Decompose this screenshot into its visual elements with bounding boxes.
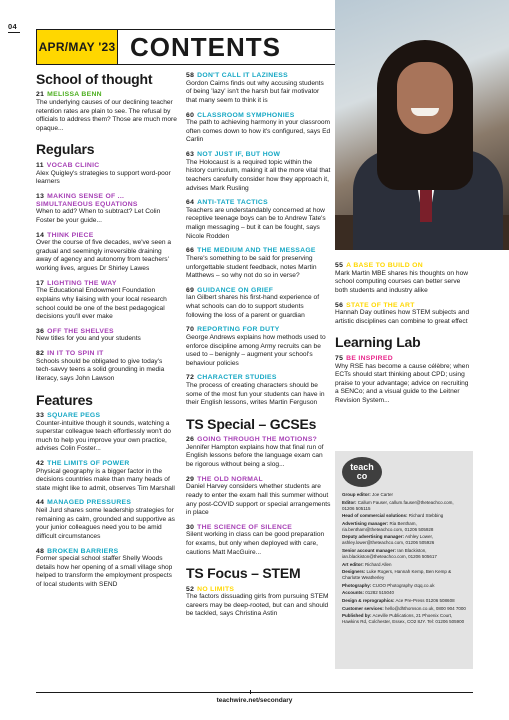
entry-page-number: 72 — [186, 374, 195, 382]
contents-entry[interactable] — [186, 476, 331, 518]
entry-page-number: 26 — [186, 436, 195, 444]
entry-page-number: 66 — [186, 247, 195, 255]
entry-page-number: 75 — [335, 354, 344, 362]
entry-description: Hannah Day outlines how STEM subjects and artistic disciplines can combine to great effect — [335, 309, 470, 325]
entry-heading — [335, 355, 473, 363]
credit-line — [342, 492, 466, 498]
entry-description: Daniel Harvey considers whether students are ready to enter the exam hall this summer without any post-COVID support or special arrangements in place — [186, 483, 331, 517]
entry-title: NO LIMITS — [197, 585, 235, 593]
entry-page-number: 70 — [186, 326, 195, 334]
section-title: Regulars — [36, 141, 95, 158]
entry-description: The underlying causes of our declining teacher retention rates are plain to see. The refusal by officials to address them? Those are much more opaque... — [36, 99, 177, 132]
contents-entry[interactable] — [186, 72, 331, 106]
contents-entry[interactable] — [335, 262, 473, 296]
entry-page-number: 13 — [36, 192, 45, 200]
entry-description: The process of creating characters should be some of the most fun your students can have in their English lessons, writes Martin Ferguson — [186, 382, 325, 407]
entry-description: Gordon Cairns finds out why accusing students of being 'lazy' isn't the harsh but fair motivator that many seem to think it is — [186, 79, 324, 104]
entry-title: A BASE TO BUILD ON — [346, 262, 423, 269]
column-middle — [186, 72, 331, 625]
contents-entry[interactable] — [186, 586, 331, 620]
entry-heading — [186, 326, 331, 334]
entry-description: Physical geography is a bigger factor in the decisions countries make than many heads of state might like to admit, observes Tim Marshall — [36, 467, 175, 492]
entry-title: THE MEDIUM AND THE MESSAGE — [197, 247, 316, 255]
section-title: TS Special – GCSEs — [186, 415, 317, 432]
contents-entry[interactable] — [186, 199, 331, 241]
section-title: Learning Lab — [335, 334, 421, 351]
entry-title: GUIDANCE ON GRIEF — [197, 286, 274, 294]
credit-line — [342, 548, 466, 560]
entry-heading — [186, 524, 331, 532]
credit-line — [342, 500, 466, 512]
entry-description: Alex Quigley's strategies to support word-poor learners — [36, 169, 171, 186]
entry-page-number: 17 — [36, 279, 45, 287]
credit-role: Design & reprographics: — [342, 597, 395, 603]
entry-description: Teachers are understandably concerned at how receptive teenage boys can be to Andrew Tate's malign messaging – but it can be fought, says Nicole Rodden — [186, 206, 326, 240]
contents-entry[interactable] — [36, 193, 178, 226]
entry-description: The factors dissuading girls from pursuing STEM careers may be deep-rooted, but can and should be tackled, says Christina Astin — [186, 593, 329, 618]
entry-heading — [186, 476, 331, 484]
entry-heading — [36, 460, 178, 468]
entry-description: George Andrews explains how methods used to enforce discipline among Army recruits can be used to – benignly – augment your school's behaviour policies — [186, 333, 326, 367]
contents-header — [36, 29, 336, 65]
entry-heading — [36, 162, 178, 170]
contents-entry[interactable] — [36, 350, 178, 384]
entry-page-number: 29 — [186, 475, 195, 483]
entry-title: SQUARE PEGS — [47, 411, 101, 419]
credit-value: Callum Fauser, callum.fauser@theteachco.com, 01206 505115 — [342, 499, 454, 511]
contents-entry[interactable] — [36, 280, 178, 322]
contents-entry[interactable] — [36, 548, 178, 590]
credit-value: 01282 515040 — [365, 590, 395, 596]
entry-heading — [186, 151, 331, 159]
entry-title: STATE OF THE ART — [346, 301, 415, 309]
contents-entry[interactable] — [335, 355, 473, 406]
entry-heading — [335, 262, 473, 270]
section-title: Features — [36, 391, 93, 408]
logo-text-bottom: co — [356, 471, 368, 481]
credit-role: Designers: — [342, 569, 366, 575]
entry-title: VOCAB CLINIC — [46, 161, 100, 169]
contents-entry[interactable] — [186, 524, 331, 558]
section-title: School of thought — [36, 71, 153, 87]
entry-page-number: 21 — [36, 91, 45, 99]
entry-page-number: 55 — [335, 262, 344, 269]
entry-heading — [36, 412, 178, 420]
credit-line — [342, 513, 466, 519]
entry-heading — [186, 374, 331, 382]
entry-page-number: 58 — [186, 72, 195, 79]
entry-title: REPORTING FOR DUTY — [197, 326, 280, 334]
entry-page-number: 11 — [36, 161, 44, 169]
entry-description: When to add? When to subtract? Let Colin Foster be your guide... — [36, 208, 161, 224]
credit-line — [342, 569, 466, 581]
credit-role: Art editor: — [342, 561, 364, 567]
entry-description: The path to achieving harmony in your classroom often comes down to how it's configured, says Ed Carlin — [186, 119, 331, 144]
credit-line — [342, 613, 466, 625]
entry-title: IN IT TO SPIN IT — [47, 350, 104, 358]
entry-title: MANAGED PRESSURES — [47, 499, 132, 507]
entry-page-number: 30 — [186, 523, 195, 531]
entry-page-number: 82 — [36, 350, 45, 358]
entry-heading — [186, 112, 331, 120]
contents-entry[interactable] — [186, 247, 331, 281]
entry-heading — [36, 350, 178, 358]
entry-title: THE OLD NORMAL — [197, 475, 263, 483]
entry-heading — [36, 232, 178, 240]
entry-heading — [335, 302, 473, 310]
credit-value: Joe Carter — [372, 492, 394, 497]
credit-role: Customer services: — [342, 605, 384, 611]
credit-value: hello@dhthomson.co.uk, 0800 904 7000 — [385, 605, 466, 611]
contents-entry[interactable] — [36, 499, 178, 541]
column-right — [335, 262, 473, 411]
entry-title: OFF THE SHELVES — [47, 327, 114, 335]
entry-page-number: 63 — [186, 151, 195, 158]
credit-role: Deputy advertising manager: — [342, 534, 405, 540]
entry-page-number: 33 — [36, 411, 45, 419]
entry-title: THE SCIENCE OF SILENCE — [197, 523, 293, 531]
entry-heading — [186, 586, 331, 594]
entry-page-number: 56 — [335, 301, 344, 309]
entry-page-number: 60 — [186, 111, 195, 119]
credit-line — [342, 521, 466, 533]
entry-title: NOT JUST IF, BUT HOW — [197, 151, 281, 158]
entry-title: BROKEN BARRIERS — [47, 547, 119, 555]
entry-title: GOING THROUGH THE MOTIONS? — [197, 436, 318, 444]
cover-photo — [335, 0, 509, 250]
entry-title: THE LIMITS OF POWER — [47, 459, 130, 467]
entry-description: New titles for you and your students — [36, 335, 141, 343]
logo-text-top: teach — [350, 462, 374, 472]
credits-list — [342, 492, 466, 625]
entry-page-number: 42 — [36, 459, 45, 467]
credit-role: Photography: — [342, 582, 372, 588]
credit-value: Richard Stebbing — [408, 513, 444, 519]
entry-title: BE INSPIRED — [346, 354, 393, 362]
credit-value: CUOO Photography ctqq.co.uk — [372, 582, 435, 588]
credit-line — [342, 598, 466, 604]
credit-value: Ace Pre-Press 01206 508608 — [395, 597, 455, 603]
entry-title: DON'T CALL IT LAZINESS — [197, 72, 288, 79]
contents-entry[interactable] — [186, 374, 331, 408]
entry-description: Over the course of five decades, we've seen a gradual and seemingly irreversible draining away of agency and autonomy from teachers' working lives, argues Dr Shirley Lawes — [36, 239, 172, 273]
entry-title: CHARACTER STUDIES — [197, 374, 277, 382]
credit-line — [342, 583, 466, 589]
entry-heading — [36, 548, 178, 556]
entry-page-number: 44 — [36, 499, 45, 507]
credit-role: Published by: — [342, 613, 372, 619]
contents-entry[interactable] — [186, 326, 331, 368]
credit-value: Richard Allen — [365, 561, 392, 567]
teachco-logo — [342, 457, 382, 487]
entry-description: There's something to be said for preserving unforgettable student feedback, notes Martin Matthews – so why not do so in verse? — [186, 254, 317, 280]
entry-heading — [186, 72, 331, 80]
entry-heading — [36, 280, 178, 288]
credit-line — [342, 562, 466, 568]
entry-page-number: 52 — [186, 585, 195, 593]
section-title: TS Focus – STEM — [186, 565, 301, 582]
entry-heading — [36, 91, 178, 99]
credit-line — [342, 606, 466, 612]
entry-page-number: 69 — [186, 286, 195, 294]
contents-entry[interactable] — [36, 412, 178, 454]
entry-description: The Holocaust is a required topic within the history curriculum, making it all the more vital that teachers carefully consider how they approach it, advises Mark Rusling — [186, 158, 331, 192]
entry-page-number: 48 — [36, 547, 45, 555]
contents-entry[interactable] — [36, 91, 178, 133]
page-title: CONTENTS — [130, 31, 281, 62]
credit-value: Luke Rogers, Hannah Kemp, Ben Kemp & Charlotte Weatherley — [342, 569, 452, 581]
contents-entry[interactable] — [186, 151, 331, 193]
credit-value: Ashley Lower, ashley.lower@theteachco.com, 01206 505926 — [342, 534, 435, 546]
credit-role: Senior account manager: — [342, 548, 397, 553]
credit-value: Ria Bentham, ria.bentham@theteachco.com, 01206 505928 — [342, 520, 434, 532]
entry-description: Mark Martin MBE shares his thoughts on how school computing courses can better serve both students and industry alike — [335, 269, 469, 294]
entry-description: Schools should be obligated to give today's tech-savvy teens a solid grounding in media literacy, says John Lawson — [36, 357, 165, 382]
entry-page-number: 64 — [186, 199, 195, 207]
entry-title: MAKING SENSE OF ... SIMULTANEOUS EQUATIONS — [36, 192, 138, 208]
credit-role: Editor: — [342, 499, 357, 505]
contents-entry[interactable] — [36, 460, 178, 494]
entry-description: Ian Gilbert shares his first-hand experience of what schools can do to support students following the loss of a parent or guardian — [186, 294, 320, 319]
entry-page-number: 14 — [36, 231, 45, 239]
contents-entry[interactable] — [36, 162, 178, 187]
entry-heading — [36, 328, 178, 336]
entry-title: ANTI-TATE TACTICS — [197, 199, 268, 207]
credit-line — [342, 534, 466, 546]
entry-heading — [186, 436, 331, 444]
entry-description: Jennifer Hampton explains how that final run of English lessons before the language exam can be rigorous without being a slog... — [186, 443, 324, 469]
contents-entry[interactable] — [36, 232, 178, 274]
entry-description: Counter-intuitive though it sounds, watching a superstar colleague teach effortlessly won't do much to help you improve your own practice, advises Colin Foster... — [36, 419, 171, 453]
entry-page-number: 36 — [36, 327, 45, 335]
entry-description: Silent working in class can be good preparation for exams, but only when deployed with care, cautions Matt MacGuire... — [186, 531, 325, 556]
entry-description: The Educational Endowment Foundation explains why liaising with your local research school could be one of the best pedagogical decisions you'll ever make — [36, 287, 167, 321]
entry-title: MELISSA BENN — [47, 91, 102, 99]
credit-role: Head of commercial solutions: — [342, 513, 408, 519]
contents-entry[interactable] — [186, 287, 331, 321]
entry-description: Former special school staffer Shelly Woods details how her opening of a small village shop helped to transform the employment prospects of local students with SEND — [36, 555, 173, 589]
footer-url[interactable]: teachwire.net/secondary — [216, 697, 293, 704]
entry-title: CLASSROOM SYMPHONIES — [197, 111, 295, 119]
entry-heading — [186, 247, 331, 255]
credit-role: Advertising manager: — [342, 520, 389, 526]
masthead-box — [335, 451, 473, 669]
issue-date: APR/MAY '23 — [37, 30, 118, 64]
contents-entry[interactable] — [335, 302, 473, 327]
entry-title: LIGHTING THE WAY — [47, 279, 117, 287]
credit-value: Ian Blackiston, ian.blackiston@theteachco.com, 01206 505617 — [342, 548, 437, 560]
contents-entry[interactable] — [36, 328, 178, 344]
column-left — [36, 72, 178, 596]
credit-role: Group editor: — [342, 492, 371, 497]
credit-value: Aceville Publications, 21 Phoenix Court, Hawkins Rd, Colchester, Essex, CO2 8JY. Tel: 01206 505900 — [342, 613, 465, 625]
contents-entry[interactable] — [186, 112, 331, 146]
page-number: 04 — [8, 22, 17, 31]
contents-entry[interactable] — [186, 436, 331, 470]
footer-divider — [36, 692, 473, 693]
credit-role: Accounts: — [342, 590, 365, 596]
entry-heading — [186, 287, 331, 295]
entry-heading — [36, 499, 178, 507]
credit-line — [342, 590, 466, 596]
footer-tick — [250, 690, 251, 694]
entry-title: THINK PIECE — [47, 231, 94, 239]
entry-description: Neil Jurd shares some leadership strategies for remaining as calm, grounded and supportive as your junior colleagues need you to be amid difficult circumstances — [36, 507, 175, 540]
entry-description: Why RSE has become a cause célèbre; when ECTs should start thinking about CPD; using praise to your advantage; advice on recruiting a SENCo; and a visual guide to the Leitner Revision System... — [335, 362, 470, 404]
entry-heading — [186, 199, 331, 207]
entry-heading — [36, 193, 178, 209]
